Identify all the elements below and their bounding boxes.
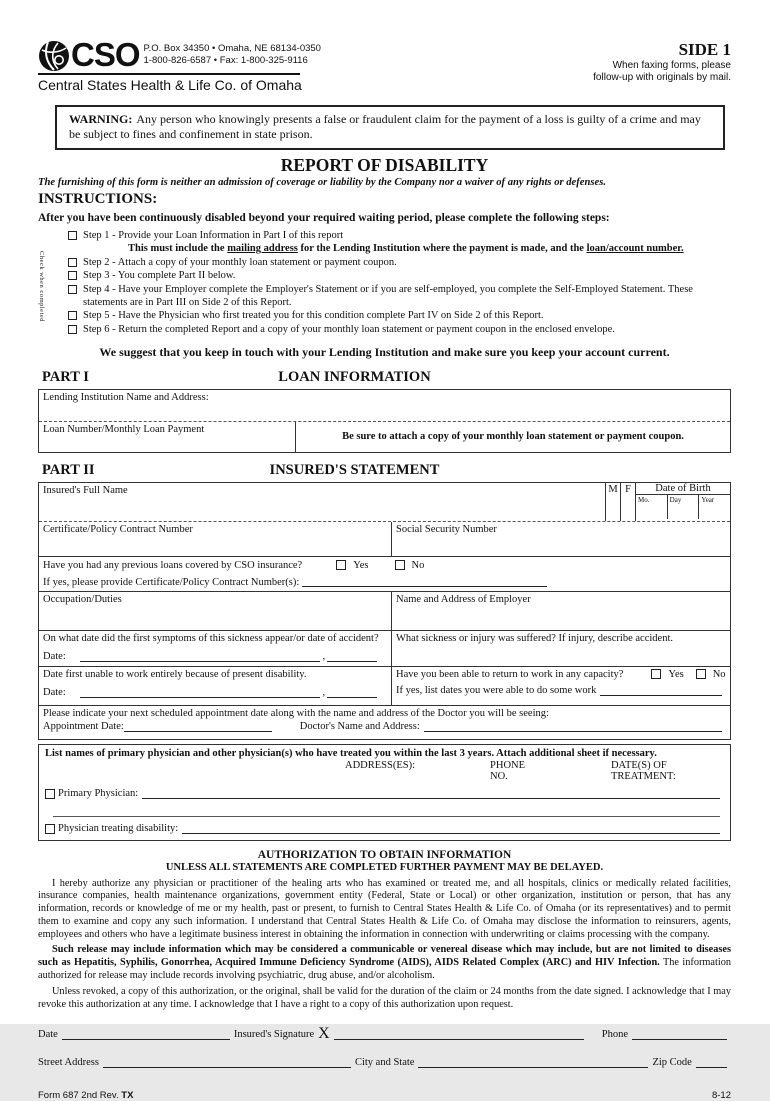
physicians-heading: List names of primary physician and other physician(s) who have treated you within the last 3 years. Attach additional sheet if necessary. <box>45 747 657 759</box>
certificate-number-field[interactable] <box>39 522 391 556</box>
part2-header <box>38 462 731 482</box>
attach-note-text: Be sure to attach a copy of your monthly loan statement or payment coupon. <box>342 431 684 442</box>
date-label: Date <box>38 1029 58 1041</box>
step-2-row <box>68 256 731 269</box>
loan-number-label: Loan Number/Monthly Loan Payment <box>43 423 205 435</box>
warning-box <box>55 105 725 150</box>
sex-male-field[interactable] <box>605 483 620 521</box>
treating-physician-input[interactable] <box>182 823 720 834</box>
employer-label: Name and Address of Employer <box>396 593 531 605</box>
authorization-paragraph-2-bold: Such release may include information which may be considered a communicable or venereal disease which may include, but are not limited to diseases such as Hepatitis, Syphilis, Gonorrhea, Acquired Immune Deficiency Syndrome (AIDS), AIDS Related Complex (ARC) and HIV Infection. <box>38 944 731 969</box>
check-when-completed-note: Check when completed <box>38 251 45 323</box>
phone-fax-line: 1-800-826-6587 • Fax: 1-800-325-9116 <box>143 55 308 66</box>
unable-to-work-cell <box>39 667 391 705</box>
fax-note-line2: follow-up with originals by mail. <box>593 72 731 83</box>
return-work-no-label: No <box>712 668 726 680</box>
physician-continuation-input[interactable] <box>53 804 720 817</box>
cert-ssn-row <box>39 522 730 557</box>
step-1-row <box>68 229 731 242</box>
part1-label: PART I <box>42 368 89 385</box>
form-number-text: Form 687 2nd Rev. <box>38 1090 119 1101</box>
sex-female-field[interactable] <box>620 483 635 521</box>
form-header <box>38 36 731 93</box>
dob-year-field[interactable] <box>698 495 730 519</box>
doctor-label: Doctor's Name and Address: <box>299 720 420 732</box>
part1-header <box>38 369 731 389</box>
step-3-text: Step 3 - You complete Part II below. <box>83 270 236 281</box>
fax-note-line1: When faxing forms, please <box>612 60 731 71</box>
previous-loans-question-line <box>43 560 726 571</box>
certificate-number-label: Certificate/Policy Contract Number <box>43 523 193 535</box>
step-1-sub-mid: for the Lending Institution where the payment is made, and the <box>297 243 587 254</box>
phone-label: Phone <box>601 1029 628 1041</box>
step-2-checkbox[interactable] <box>68 258 77 267</box>
treatment-dates-header: DATE(S) OF TREATMENT: <box>610 759 676 782</box>
dob-year-label: Year <box>701 495 715 504</box>
primary-physician-input[interactable] <box>142 788 720 799</box>
occupation-employer-row <box>39 592 730 631</box>
loan-number-field[interactable] <box>39 422 295 452</box>
warning-text: Any person who knowingly presents a false or fraudulent claim for the payment of a loss is guilty of a crime and may be subject to fines and confinement in state prison. <box>69 112 701 141</box>
city-state-label: City and State <box>354 1057 415 1069</box>
primary-physician-checkbox[interactable] <box>45 789 55 799</box>
dob-subcolumns <box>636 495 730 519</box>
appointment-row <box>39 706 730 739</box>
side-label: SIDE 1 <box>678 40 731 59</box>
occupation-field[interactable] <box>39 592 391 630</box>
unable-date-input[interactable] <box>80 687 320 698</box>
step-1-text: Step 1 - Provide your Loan Information in Part I of this report <box>83 230 344 241</box>
if-yes-dates-line <box>396 685 726 696</box>
form-footer <box>38 1090 731 1101</box>
step-3-row <box>68 269 731 282</box>
part1-table <box>38 389 731 453</box>
unable-year-input[interactable] <box>327 687 377 698</box>
symptoms-date-input[interactable] <box>80 651 320 662</box>
company-name: Central States Health & Life Co. of Omaha <box>38 77 302 93</box>
form-state: TX <box>121 1090 134 1101</box>
dob-day-field[interactable] <box>667 495 699 519</box>
street-address-label: Street Address <box>38 1057 99 1069</box>
company-block <box>38 36 458 93</box>
previous-loans-yes-checkbox[interactable] <box>336 560 346 570</box>
warning-label: WARNING: <box>69 112 133 126</box>
treating-physician-line <box>45 823 724 834</box>
work-dates-input[interactable] <box>600 685 722 696</box>
addresses-header: ADDRESS(ES): <box>345 759 416 771</box>
attach-note-cell <box>295 422 730 452</box>
date-input[interactable] <box>62 1029 230 1040</box>
authorization-paragraph-2-rest: The information authorized for release may include records involving psychiatric, drug abuse, and/or alcoholism. <box>38 957 732 982</box>
symptoms-date-label: Date: <box>43 650 66 662</box>
signature-x-mark: X <box>318 1025 330 1043</box>
insured-name-label: Insured's Full Name <box>43 484 128 496</box>
primary-physician-label: Primary Physician: <box>58 787 139 799</box>
unable-to-work-row <box>39 667 730 706</box>
steps-list <box>38 229 731 336</box>
return-work-question: Have you been able to return to work in any capacity? <box>396 668 624 680</box>
form-date-code: 8-12 <box>711 1090 731 1101</box>
step-4-checkbox[interactable] <box>68 285 77 294</box>
return-work-yes-checkbox[interactable] <box>651 669 661 679</box>
cso-logo-icon <box>38 40 70 72</box>
authorization-subheading: UNLESS ALL STATEMENTS ARE COMPLETED FURTHER PAYMENT MAY BE DELAYED. <box>165 861 604 873</box>
keep-in-touch-note: We suggest that you keep in touch with your Lending Institution and make sure you keep your account current. <box>99 344 670 359</box>
side-block <box>593 40 731 84</box>
treating-physician-label: Physician treating disability: <box>58 822 179 834</box>
physicians-column-headers <box>45 760 724 782</box>
step-6-text: Step 6 - Return the completed Report and a copy of your monthly loan statement or payment coupon in the enclosed envelope. <box>83 323 615 335</box>
authorization-paragraph-1: I hereby authorize any physician or practitioner of the healing arts who has examined or treated me, and all hospitals, clinics or medically related facilities, insurance companies, health maintenance organizations, government entity (Federal, State or Local) or other organization, institution or person, that has any information, records or knowledge of me or my health, past or present, to furnish to Central States Health & Life Co. of Omaha (or its representatives) and to permit them to examine and copy any such information. I understand that Central States Health & Life Co. of Omaha may disclose the information to reinsurers, agents, employees and others who have a legitimate business interest in obtaining the information in connection with underwriting or claims processing with the company. <box>38 877 731 940</box>
step-1-sub-pre: This must include the <box>128 243 228 254</box>
symptoms-date-line <box>43 651 387 665</box>
logo-row <box>38 36 321 75</box>
comma-separator: , <box>322 686 326 698</box>
part2-title: INSURED'S STATEMENT <box>269 461 440 478</box>
address-row <box>38 1057 731 1068</box>
return-work-no-checkbox[interactable] <box>696 669 706 679</box>
previous-loans-no-checkbox[interactable] <box>395 560 405 570</box>
doctor-name-address-input[interactable] <box>424 721 722 732</box>
instructions-heading: INSTRUCTIONS: <box>38 191 158 207</box>
symptoms-year-input[interactable] <box>327 651 377 662</box>
signature-row <box>38 1025 731 1043</box>
appointment-date-input[interactable] <box>124 721 272 732</box>
dob-month-label: Mo. <box>638 495 650 504</box>
step-5-checkbox[interactable] <box>68 311 77 320</box>
phone-no-header: PHONE NO. <box>490 759 526 782</box>
step-5-row <box>68 309 731 322</box>
authorization-heading: AUTHORIZATION TO OBTAIN INFORMATION <box>257 848 512 861</box>
step-6-row <box>68 323 731 336</box>
occupation-label: Occupation/Duties <box>43 593 122 605</box>
form-title: REPORT OF DISABILITY <box>280 155 489 175</box>
step-1-sub-underline2: loan/account number. <box>586 243 684 254</box>
step-1-checkbox[interactable] <box>68 231 77 240</box>
insured-name-row <box>39 483 730 522</box>
step-3-checkbox[interactable] <box>68 271 77 280</box>
part1-title: LOAN INFORMATION <box>278 368 431 385</box>
step-6-checkbox[interactable] <box>68 325 77 334</box>
symptoms-row <box>39 631 730 667</box>
dob-month-field[interactable] <box>636 495 667 519</box>
po-box-line: P.O. Box 34350 • Omaha, NE 68134-0350 <box>143 43 321 54</box>
return-work-yes-label: Yes <box>668 668 684 680</box>
insured-signature-label: Insured's Signature <box>233 1029 315 1041</box>
previous-loans-no-label: No <box>411 559 425 571</box>
zip-code-label: Zip Code <box>652 1057 692 1069</box>
dob-day-label: Day <box>669 495 682 504</box>
step-1-sub-underline1: mailing address <box>227 243 298 254</box>
insured-signature-input[interactable] <box>334 1029 584 1040</box>
authorization-paragraph-3: Unless revoked, a copy of this authorization, or the original, shall be valid for the duration of the claim or 24 months from the date signed. I acknowledge that I may revoke this authorization at any time. I acknowledge that I have a right to a copy of this authorization upon request. <box>38 985 731 1010</box>
treating-physician-checkbox[interactable] <box>45 824 55 834</box>
sex-female-label: F <box>625 483 631 495</box>
physicians-box <box>38 744 731 841</box>
part2-label: PART II <box>42 461 95 478</box>
if-yes-provide-line <box>43 576 726 588</box>
sickness-question: What sickness or injury was suffered? If injury, describe accident. <box>396 632 673 644</box>
if-yes-dates-label: If yes, list dates you were able to do some work <box>396 684 597 696</box>
primary-physician-line <box>45 788 724 799</box>
dob-field[interactable] <box>635 483 730 521</box>
contact-info <box>144 43 321 67</box>
lending-institution-field[interactable] <box>39 390 730 422</box>
return-to-work-cell <box>391 667 730 705</box>
part2-table <box>38 482 731 740</box>
return-work-question-line <box>396 669 726 680</box>
ssn-field[interactable] <box>391 522 730 556</box>
logo-text: CSO <box>71 36 140 73</box>
appointment-line <box>43 721 726 732</box>
symptoms-question: On what date did the first symptoms of this sickness appear/or date of accident? <box>43 632 379 644</box>
dob-label: Date of Birth <box>636 483 730 495</box>
step-4-text: Step 4 - Have your Employer complete the Employer's Statement or if you are self-employed, you complete the Self-Employed Statement. These statements are in Part III on Side 2 of this Report. <box>83 283 693 308</box>
employer-field[interactable] <box>391 592 730 630</box>
previous-loans-question: Have you had any previous loans covered by CSO insurance? <box>43 559 303 571</box>
unable-date-label: Date: <box>43 686 66 698</box>
sex-male-label: M <box>608 483 618 495</box>
comma-separator: , <box>322 650 326 662</box>
phone-input[interactable] <box>632 1029 727 1040</box>
step-1-subnote <box>68 242 731 255</box>
symptoms-cell <box>39 631 391 666</box>
appointment-date-label: Appointment Date: <box>43 720 124 732</box>
ssn-label: Social Security Number <box>396 523 497 535</box>
lending-institution-label: Lending Institution Name and Address: <box>43 391 209 403</box>
insured-name-field[interactable] <box>39 483 605 521</box>
if-yes-provide-label: If yes, please provide Certificate/Policy Contract Number(s): <box>43 576 300 588</box>
previous-loans-yes-label: Yes <box>353 559 369 571</box>
previous-loans-row <box>39 557 730 592</box>
loan-number-row <box>39 422 730 452</box>
authorization-paragraph-2 <box>38 944 731 982</box>
zip-code-input[interactable] <box>696 1057 727 1068</box>
step-4-row <box>68 283 731 309</box>
street-address-input[interactable] <box>103 1057 351 1068</box>
disclaimer-text: The furnishing of this form is neither an admission of coverage or liability by the Company nor a waiver of any rights or defenses. <box>38 177 606 188</box>
step-5-text: Step 5 - Have the Physician who first treated you for this condition complete Part IV on Side 2 of this Report. <box>83 310 544 321</box>
unable-date-line <box>43 687 387 701</box>
step-2-text: Step 2 - Attach a copy of your monthly loan statement or payment coupon. <box>83 256 397 268</box>
previous-contract-numbers-input[interactable] <box>302 576 547 587</box>
sickness-field[interactable] <box>391 631 730 666</box>
city-state-input[interactable] <box>418 1057 648 1068</box>
instructions-intro: After you have been continuously disabled beyond your required waiting period, please complete the following steps: <box>38 212 610 224</box>
appointment-note: Please indicate your next scheduled appointment date along with the name and address of the Doctor you will be seeing: <box>43 707 549 719</box>
form-number <box>38 1090 133 1101</box>
unable-to-work-label: Date first unable to work entirely because of present disability. <box>43 668 307 680</box>
